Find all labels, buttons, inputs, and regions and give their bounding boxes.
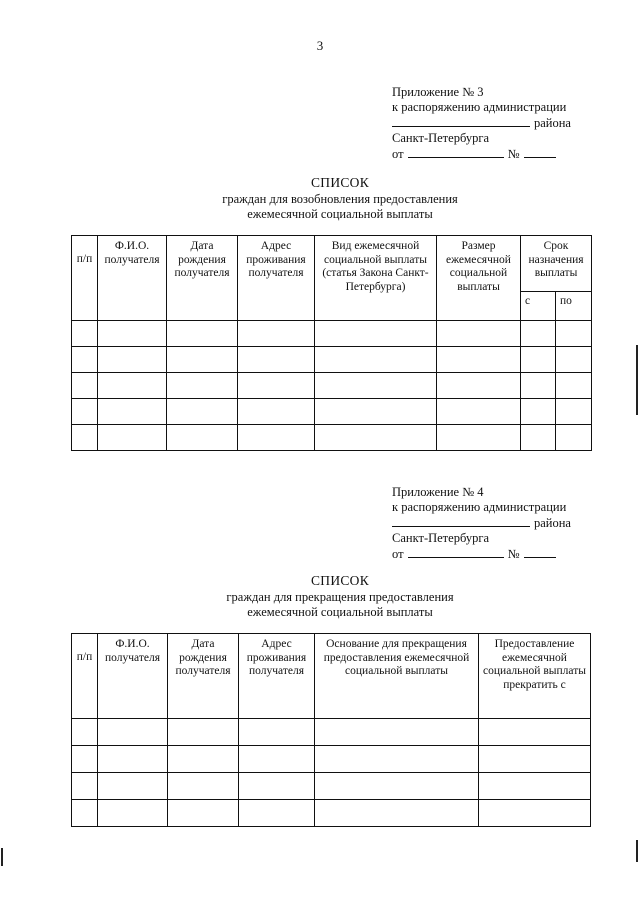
col-header-address: Адрес проживания получателя — [239, 634, 315, 719]
appendix-line: к распоряжению администрации — [392, 100, 567, 114]
date-number-line — [392, 146, 592, 162]
number-label: № — [507, 547, 520, 561]
col-header-num: п/п — [72, 236, 98, 321]
scan-edge-mark — [636, 840, 638, 862]
col-header-num: п/п — [72, 634, 98, 719]
col-header-term-from: с — [521, 292, 556, 321]
table-row — [72, 719, 591, 746]
blank-line — [408, 546, 504, 558]
list-4-table — [71, 633, 591, 827]
col-header-term-to: по — [556, 292, 592, 321]
col-header-term: Срок назначения выплаты — [521, 236, 592, 292]
col-header-fio: Ф.И.О. получателя — [98, 236, 167, 321]
table-row — [72, 347, 592, 373]
list-3-subtitle-1: граждан для возобновления предоставления — [222, 192, 458, 206]
col-header-stop-date: Предоставление ежемесячной социальной выплаты прекратить с — [479, 634, 591, 719]
list-4-subtitle-2: ежемесячной социальной выплаты — [247, 605, 433, 619]
blank-line — [408, 146, 504, 158]
col-header-kind: Вид ежемесячной социальной выплаты (статья Закона Санкт-Петербурга) — [315, 236, 437, 321]
appendix-4-header — [392, 485, 592, 562]
number-label: № — [507, 147, 520, 161]
table-row — [72, 399, 592, 425]
list-3-subtitle-2: ежемесячной социальной выплаты — [247, 207, 433, 221]
appendix-line: к распоряжению администрации — [392, 500, 567, 514]
from-label: от — [392, 147, 404, 161]
district-line — [392, 115, 592, 131]
blank-line — [524, 546, 556, 558]
table-row — [72, 425, 592, 451]
table-row — [72, 773, 591, 800]
blank-line — [392, 515, 530, 527]
blank-line — [392, 115, 530, 127]
col-header-birth: Дата рождения получателя — [168, 634, 239, 719]
table-row — [72, 800, 591, 827]
list-3-table — [71, 235, 592, 451]
scan-edge-mark — [636, 345, 638, 415]
col-header-address: Адрес проживания получателя — [238, 236, 315, 321]
appendix-title: Приложение № 4 — [392, 485, 484, 499]
district-word: района — [534, 516, 571, 530]
col-header-amount: Размер ежемесячной социальной выплаты — [437, 236, 521, 321]
city-line: Санкт-Петербурга — [392, 531, 490, 545]
page-number: 3 — [316, 38, 324, 53]
table-row — [72, 321, 592, 347]
city-line: Санкт-Петербурга — [392, 131, 490, 145]
district-word: района — [534, 116, 571, 130]
list-3-title: СПИСОК — [310, 175, 370, 190]
appendix-3-header — [392, 85, 592, 162]
col-header-birth: Дата рождения получателя — [167, 236, 238, 321]
blank-line — [524, 146, 556, 158]
table-row — [72, 373, 592, 399]
col-header-basis: Основание для прекращения предоставления ежемесячной социальной выплаты — [315, 634, 479, 719]
from-label: от — [392, 547, 404, 561]
list-4-subtitle-1: граждан для прекращения предоставления — [226, 590, 454, 604]
scan-edge-mark — [1, 848, 3, 866]
table-row — [72, 746, 591, 773]
list-4-title: СПИСОК — [310, 573, 370, 588]
appendix-title: Приложение № 3 — [392, 85, 484, 99]
date-number-line — [392, 546, 592, 562]
col-header-fio: Ф.И.О. получателя — [98, 634, 168, 719]
district-line — [392, 515, 592, 531]
